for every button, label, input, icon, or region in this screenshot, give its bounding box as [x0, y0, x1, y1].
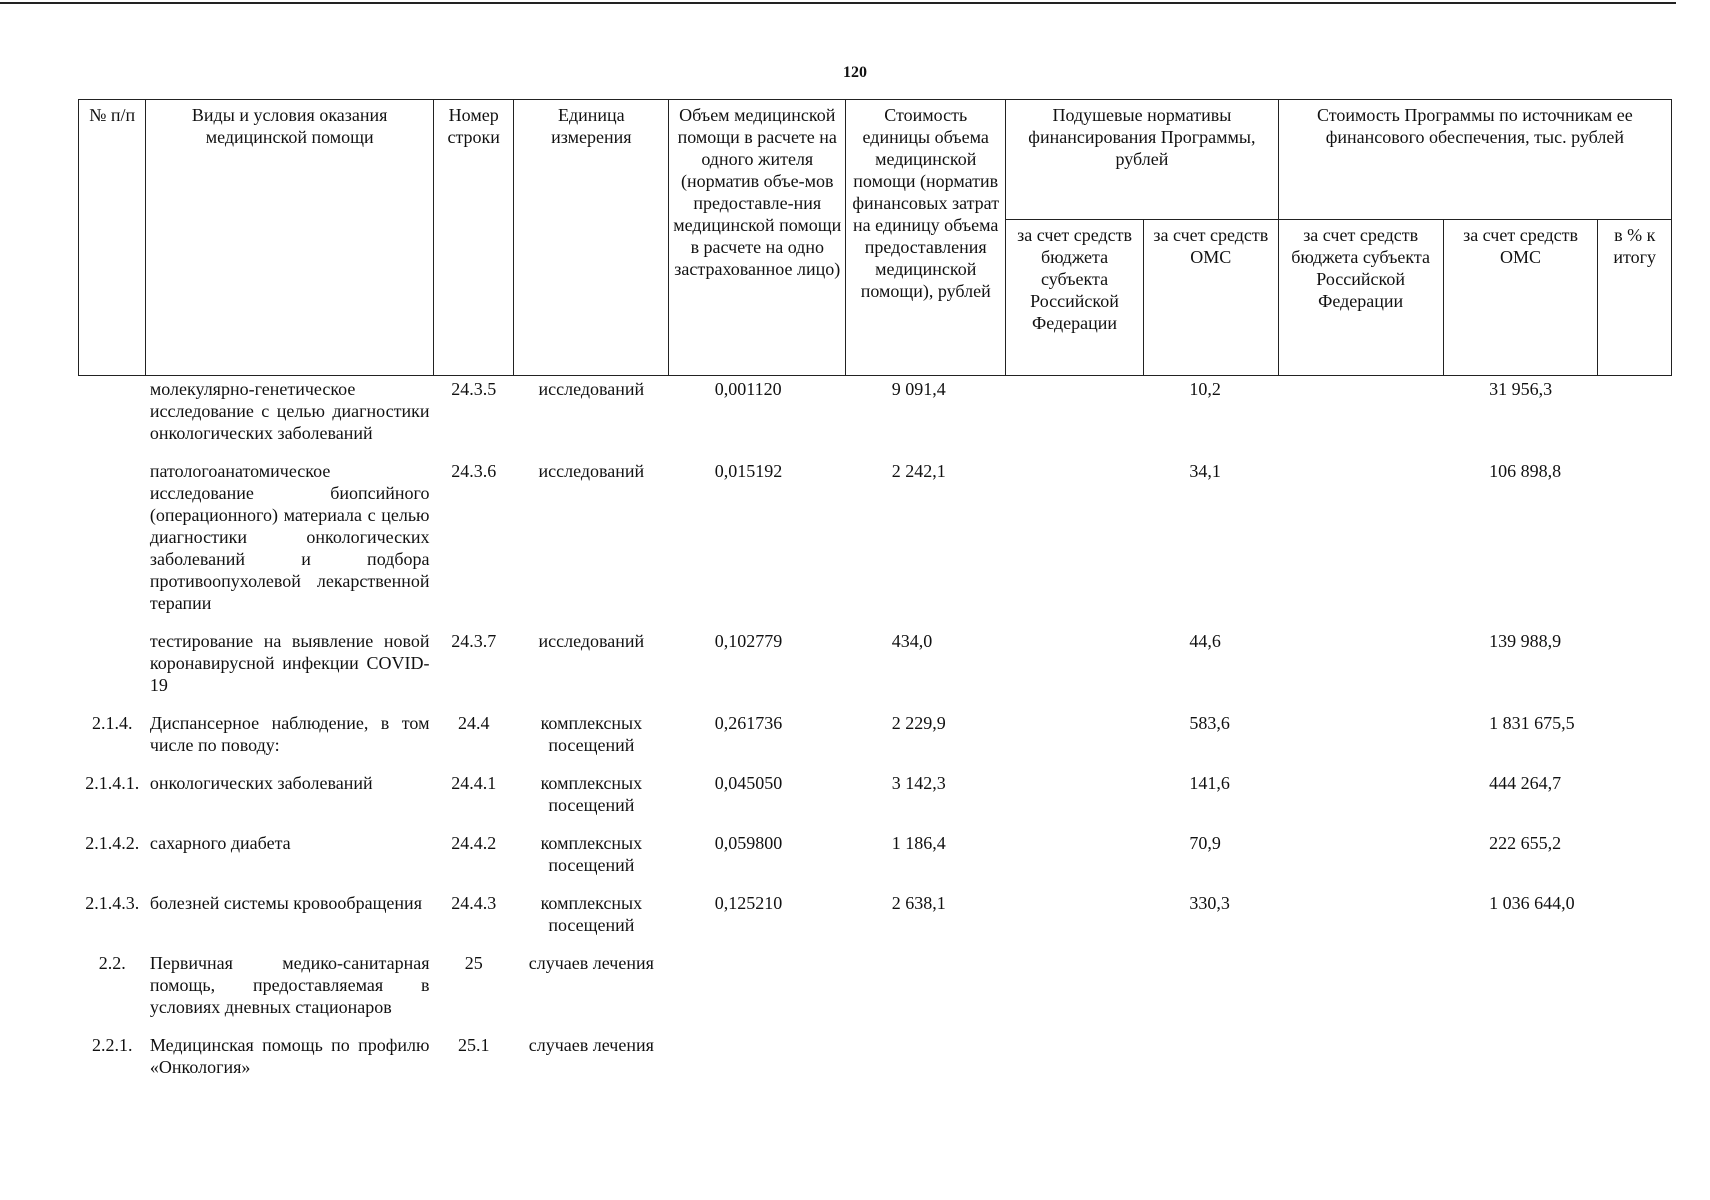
row-program-budget [1278, 826, 1443, 886]
table-row [79, 624, 1672, 706]
row-program-pct [1598, 766, 1672, 826]
row-cost: 9 091,4 [891, 379, 946, 399]
page-number: 120 [843, 64, 867, 81]
table-row [79, 946, 1672, 1028]
row-program-budget [1278, 454, 1443, 624]
row-program-oms: 31 956,3 [1489, 379, 1553, 399]
row-program-budget [1278, 624, 1443, 706]
row-volume: 0,059800 [714, 833, 783, 853]
row-volume: 0,125210 [714, 893, 783, 913]
row-program-pct [1598, 376, 1672, 455]
row-cost: 2 638,1 [891, 893, 946, 913]
row-volume: 0,261736 [714, 713, 783, 733]
header-unit: Единица измерения [514, 100, 669, 376]
row-cost: 3 142,3 [891, 773, 946, 793]
row-program-budget [1278, 886, 1443, 946]
row-per-capita-oms: 34,1 [1189, 461, 1221, 481]
row-volume: 0,102779 [714, 631, 783, 651]
row-cost [846, 946, 1006, 1028]
row-code: 24.4.1 [451, 773, 497, 793]
table-body [79, 376, 1672, 1089]
row-unit: комплексных посещений [540, 833, 643, 875]
row-name: молекулярно-генетическое исследование с целью диагностики онкологических заболеваний [149, 379, 430, 443]
row-per-capita-budget [1006, 886, 1144, 946]
row-number: 2.2. [98, 953, 126, 973]
row-per-capita-oms: 10,2 [1189, 379, 1221, 399]
row-per-capita-budget [1006, 624, 1144, 706]
row-number [79, 624, 146, 706]
row-per-capita-oms: 141,6 [1189, 773, 1230, 793]
row-program-pct [1598, 946, 1672, 1028]
row-unit: комплексных посещений [540, 893, 643, 935]
row-number [79, 454, 146, 624]
row-name: тестирование на выявление новой коронавирусной инфекции COVID-19 [149, 631, 430, 695]
table-row [79, 766, 1672, 826]
row-cost [846, 1028, 1006, 1088]
row-name: патологоанатомическое исследование биопсийного (операционного) материала с целью диагностики онкологических заболеваний и подбора противоопухолевой лекарственной терапии [149, 461, 430, 613]
row-code: 25 [464, 953, 483, 973]
row-per-capita-budget [1006, 946, 1144, 1028]
row-per-capita-oms [1143, 946, 1278, 1028]
header-program-budget: за счет средств бюджета субъекта Российской Федерации [1278, 220, 1443, 376]
header-volume: Объем медицинской помощи в расчете на одного жителя (норматив объе-мов предоставле-ния медицинской помощи в расчете на одно застрахованное лицо) [669, 100, 846, 376]
row-program-budget [1278, 766, 1443, 826]
row-per-capita-oms: 583,6 [1189, 713, 1230, 733]
row-program-oms: 222 655,2 [1489, 833, 1562, 853]
row-program-pct [1598, 886, 1672, 946]
row-cost: 2 242,1 [891, 461, 946, 481]
row-per-capita-oms [1143, 1028, 1278, 1088]
row-program-budget [1278, 946, 1443, 1028]
row-per-capita-budget [1006, 1028, 1144, 1088]
row-per-capita-budget [1006, 454, 1144, 624]
row-number: 2.1.4.3. [85, 893, 140, 913]
row-volume: 0,015192 [714, 461, 783, 481]
row-program-oms [1443, 946, 1598, 1028]
row-program-budget [1278, 1028, 1443, 1088]
row-code: 24.3.5 [451, 379, 497, 399]
header-per-capita-oms: за счет средств ОМС [1143, 220, 1278, 376]
row-code: 24.3.6 [451, 461, 497, 481]
row-name: Диспансерное наблюдение, в том числе по поводу: [149, 713, 430, 755]
table-row [79, 454, 1672, 624]
row-unit: случаев лечения [528, 1035, 654, 1055]
row-per-capita-budget [1006, 376, 1144, 455]
financing-table [78, 99, 1672, 1088]
row-number: 2.1.4.2. [85, 833, 140, 853]
row-volume: 0,045050 [714, 773, 783, 793]
row-name: болезней системы кровообращения [149, 893, 422, 913]
table-row [79, 826, 1672, 886]
row-cost: 434,0 [891, 631, 933, 651]
row-code: 24.4.3 [451, 893, 497, 913]
header-num: № п/п [79, 100, 146, 376]
header-code: Номер строки [433, 100, 513, 376]
header-program-oms: за счет средств ОМС [1443, 220, 1598, 376]
table-row [79, 1028, 1672, 1088]
header-per-capita-budget: за счет средств бюджета субъекта Российской Федерации [1006, 220, 1144, 376]
row-program-pct [1598, 1028, 1672, 1088]
row-program-oms: 444 264,7 [1489, 773, 1562, 793]
row-program-oms: 106 898,8 [1489, 461, 1562, 481]
row-per-capita-budget [1006, 766, 1144, 826]
header-name: Виды и условия оказания медицинской помощи [146, 100, 434, 376]
top-rule [0, 2, 1676, 4]
row-name: Первичная медико-санитарная помощь, предоставляемая в условиях дневных стационаров [149, 953, 430, 1017]
row-unit: комплексных посещений [540, 773, 643, 815]
row-name: Медицинская помощь по профилю «Онкология» [149, 1035, 430, 1077]
row-volume [669, 946, 846, 1028]
row-unit: комплексных посещений [540, 713, 643, 755]
row-program-oms: 139 988,9 [1489, 631, 1562, 651]
row-program-oms: 1 831 675,5 [1489, 713, 1575, 733]
row-unit: исследований [538, 631, 645, 651]
row-program-pct [1598, 826, 1672, 886]
header-program-pct: в % к итогу [1598, 220, 1672, 376]
row-number: 2.1.4. [91, 713, 133, 733]
row-number: 2.1.4.1. [85, 773, 140, 793]
row-name: сахарного диабета [149, 833, 291, 853]
table-row [79, 886, 1672, 946]
row-unit: исследований [538, 461, 645, 481]
row-cost: 1 186,4 [891, 833, 946, 853]
row-code: 25.1 [457, 1035, 490, 1055]
row-program-pct [1598, 624, 1672, 706]
row-unit: случаев лечения [528, 953, 654, 973]
row-per-capita-oms: 70,9 [1189, 833, 1221, 853]
row-volume: 0,001120 [714, 379, 782, 399]
row-number: 2.2.1. [91, 1035, 133, 1055]
row-program-pct [1598, 706, 1672, 766]
table-row [79, 376, 1672, 455]
row-program-budget [1278, 706, 1443, 766]
table-row [79, 706, 1672, 766]
row-program-oms: 1 036 644,0 [1489, 893, 1575, 913]
row-code: 24.4.2 [451, 833, 497, 853]
row-number [79, 376, 146, 455]
row-per-capita-oms: 330,3 [1189, 893, 1230, 913]
row-volume [669, 1028, 846, 1088]
row-per-capita-budget [1006, 706, 1144, 766]
row-per-capita-oms: 44,6 [1189, 631, 1221, 651]
header-per-capita: Подушевые нормативы финансирования Программы, рублей [1006, 100, 1279, 220]
header-cost: Стоимость единицы объема медицинской помощи (норматив финансовых затрат на единицу объема предоставления медицинской помощи), рублей [846, 100, 1006, 376]
row-per-capita-budget [1006, 826, 1144, 886]
row-unit: исследований [538, 379, 645, 399]
row-program-budget [1278, 376, 1443, 455]
row-name: онкологических заболеваний [149, 773, 373, 793]
row-code: 24.4 [457, 713, 490, 733]
row-program-pct [1598, 454, 1672, 624]
row-cost: 2 229,9 [891, 713, 946, 733]
header-program: Стоимость Программы по источникам ее финансового обеспечения, тыс. рублей [1278, 100, 1671, 220]
row-code: 24.3.7 [451, 631, 497, 651]
row-program-oms [1443, 1028, 1598, 1088]
